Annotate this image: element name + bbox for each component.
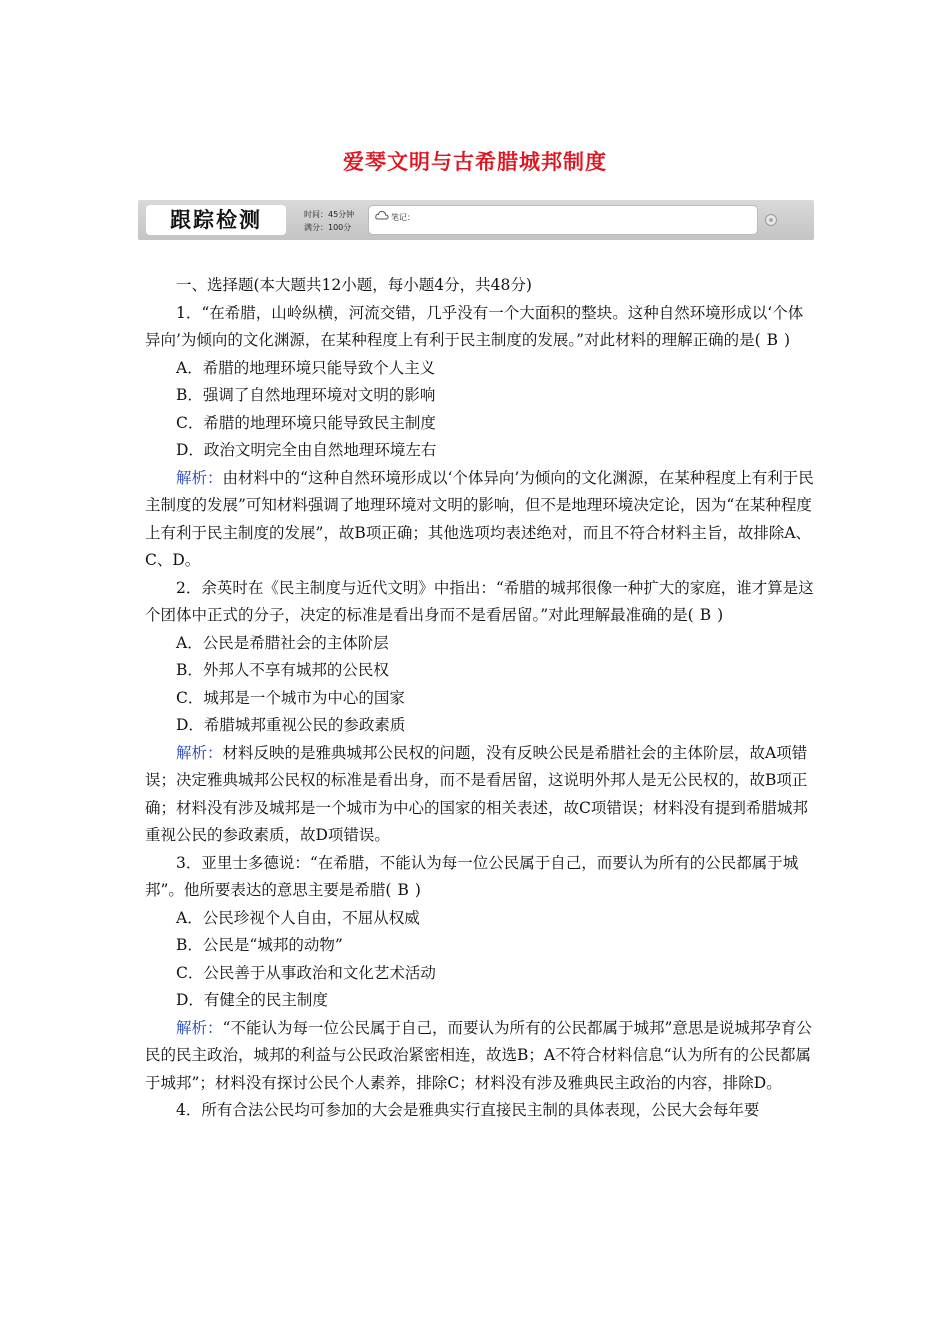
- analysis-text: 由材料中的“这种自然环境形成以‘个体异向’为倾向的文化渊源，在某种程度上有利于民主制度的发展”可知材料强调了地理环境对文明的影响，但不是地理环境决定论，因为“在某种程度上有利于民主制度的发展”，故B项正确；其他选项均表述绝对，而且不符合材料主旨，故排除A、C、D。: [145, 468, 814, 569]
- question-stem: 4．所有合法公民均可参加的大会是雅典实行直接民主制的具体表现，公民大会每年要: [176, 1101, 760, 1119]
- option: A．公民珍视个人自由，不屈从权威: [176, 908, 420, 927]
- pin-icon: [764, 212, 778, 231]
- question-stem: [145, 850, 817, 905]
- answer: B: [699, 606, 712, 624]
- option: A．公民是希腊社会的主体阶层: [176, 633, 389, 652]
- full-score: 满分：100分: [304, 223, 352, 232]
- analysis-label: 解析：: [176, 743, 223, 762]
- option: B．强调了自然地理环境对文明的影响: [176, 386, 436, 404]
- answer: B: [766, 331, 779, 349]
- cloud-icon: [375, 210, 389, 222]
- close-paren: ): [784, 331, 791, 349]
- option: D．希腊城邦重视公民的参政素质: [176, 716, 406, 734]
- notes-label: 笔记：: [391, 213, 415, 222]
- answer: B: [397, 881, 409, 899]
- option: B．公民是“城邦的动物”: [176, 936, 343, 954]
- option: A．希腊的地理环境只能导致个人主义: [176, 358, 436, 377]
- document-body: [145, 272, 817, 1125]
- question-stem: [145, 300, 817, 355]
- close-paren: ): [717, 606, 724, 624]
- option: D．政治文明完全由自然地理环境左右: [176, 441, 437, 459]
- time-limit: 时间：45分钟: [304, 210, 355, 219]
- option: B．外邦人不享有城邦的公民权: [176, 661, 389, 679]
- banner-meta: [304, 208, 354, 234]
- stem-text: 2．余英时在《民主制度与近代文明》中指出：“希腊的城邦很像一种扩大的家庭，谁才算是这个团体中正式的分子，决定的标准是看出身而不是看居留。”对此理解最准确的是(: [145, 578, 814, 624]
- section-heading: 一、选择题(本大题共12小题，每小题4分，共48分): [176, 276, 532, 294]
- stem-text: 1．“在希腊，山岭纵横，河流交错，几乎没有一个大面积的整块。这种自然环境形成以‘个体异向’为倾向的文化渊源，在某种程度上有利于民主制度的发展。”对此材料的理解正确的是(: [145, 303, 804, 349]
- analysis: [145, 465, 817, 575]
- close-paren: ): [414, 881, 421, 899]
- analysis-label: 解析：: [176, 1018, 223, 1037]
- banner-tag: 跟踪检测: [146, 205, 286, 235]
- option: C．公民善于从事政治和文化艺术活动: [176, 963, 436, 982]
- stem-text: 3．亚里士多德说：“在希腊，不能认为每一位公民属于自己，而要认为所有的公民都属于城邦”。他所要表达的意思主要是希腊(: [145, 853, 799, 899]
- analysis-text: “不能认为每一位公民属于自己，而要认为所有的公民都属于城邦”意思是说城邦孕育公民的民主政治，城邦的利益与公民政治紧密相连，故选B；A不符合材料信息“认为所有的公民都属于城邦”；材料没有探讨公民个人素养，排除C；材料没有涉及雅典民主政治的内容，排除D。: [145, 1018, 812, 1092]
- page-title: 爱琴文明与古希腊城邦制度: [343, 150, 607, 174]
- option: D．有健全的民主制度: [176, 991, 328, 1009]
- analysis-text: 材料反映的是雅典城邦公民权的问题，没有反映公民是希腊社会的主体阶层，故A项错误；决定雅典城邦公民权的标准是看出身，而不是看居留，这说明外邦人是无公民权的，故B项正确；材料没有涉及城邦是一个城市为中心的国家的相关表述，故C项错误；材料没有提到希腊城邦重视公民的参政素质，故D项错误。: [145, 743, 808, 844]
- notes-field[interactable]: [368, 205, 758, 235]
- option: C．希腊的地理环境只能导致民主制度: [176, 413, 436, 432]
- analysis: [145, 1015, 817, 1098]
- analysis-label: 解析：: [176, 468, 223, 487]
- analysis: [145, 740, 817, 850]
- tracking-banner: [138, 200, 814, 240]
- option: C．城邦是一个城市为中心的国家: [176, 688, 405, 707]
- question-stem: [145, 575, 817, 630]
